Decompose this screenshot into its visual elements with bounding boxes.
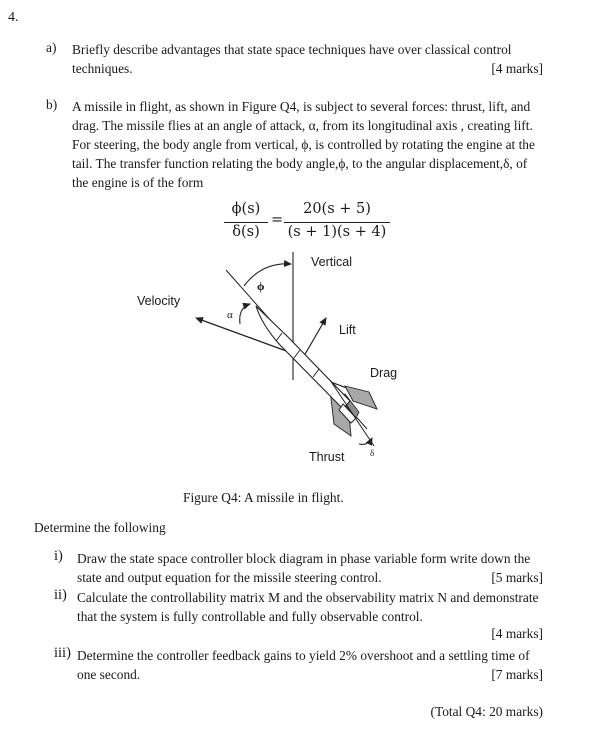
subpart-iii-line1: Determine the controller feedback gains to yield 2% overshoot and a settling time of (77, 648, 530, 663)
subpart-ii-label: ii) (54, 587, 67, 603)
lift-label: Lift (339, 323, 356, 337)
part-b-line: tail. The transfer function relating the body angle,ϕ, to the angular displacement,δ, of (72, 156, 528, 171)
lhs-numerator: ϕ(s) (231, 201, 261, 217)
lift-arrow (304, 318, 326, 356)
subpart-i-line1: Draw the state space controller block diagram in phase variable form write down the (77, 551, 531, 566)
total-marks: (Total Q4: 20 marks) (430, 704, 543, 719)
part-a-marks: [4 marks] (491, 61, 543, 76)
part-b-line: drag. The missile flies at an angle of attack, α, from its longitudinal axis , creating lift. (72, 118, 533, 133)
part-a-label: a) (46, 40, 57, 55)
part-b-line: A missile in flight, as shown in Figure Q4, is subject to several forces: thrust, lift, and (72, 99, 531, 114)
subpart-i-marks: [5 marks] (491, 570, 543, 585)
subpart-ii-marks: [4 marks] (491, 626, 543, 641)
missile-body (256, 306, 377, 436)
question-number: 4. (8, 10, 19, 25)
subpart-iii-line2: one second. (77, 667, 141, 682)
part-a-line1: Briefly describe advantages that state space techniques have over classical control (72, 42, 512, 57)
thrust-label: Thrust (309, 450, 345, 464)
determine-heading: Determine the following (34, 520, 166, 535)
part-b-line: For steering, the body angle from vertical, ϕ, is controlled by rotating the engine at the (72, 137, 535, 152)
missile-fuselage (256, 306, 350, 409)
alpha-symbol: α (227, 309, 233, 321)
figure-caption: Figure Q4: A missile in flight. (183, 490, 344, 505)
subpart-i-label: i) (54, 548, 63, 564)
lhs-denominator: δ(s) (232, 224, 260, 240)
subpart-ii-line2: that the system is fully controllable and fully observable control. (77, 609, 423, 624)
delta-arc (359, 438, 372, 444)
rhs-numerator: 20(s + 5) (303, 201, 371, 217)
subpart-ii-line1: Calculate the controllability matrix M and the observability matrix N and demonstrate (77, 590, 539, 605)
drag-label: Drag (370, 366, 398, 380)
subpart-iii-marks: [7 marks] (491, 667, 543, 682)
subpart-i-line2: state and output equation for the missile steering control. (77, 570, 382, 585)
rhs-denominator: (s + 1)(s + 4) (287, 224, 387, 240)
subpart-iii-label: iii) (54, 645, 71, 661)
velocity-label: Velocity (137, 294, 181, 308)
phi-arc (244, 264, 291, 286)
phi-symbol: ϕ (257, 279, 265, 293)
part-b-line: the engine is of the form (72, 175, 204, 190)
part-a-line2: techniques. (72, 61, 133, 76)
vertical-label: Vertical (311, 255, 352, 269)
equals-sign: = (271, 212, 284, 228)
alpha-arc (240, 304, 250, 324)
delta-symbol: δ (370, 448, 375, 458)
part-b-label: b) (46, 97, 58, 112)
